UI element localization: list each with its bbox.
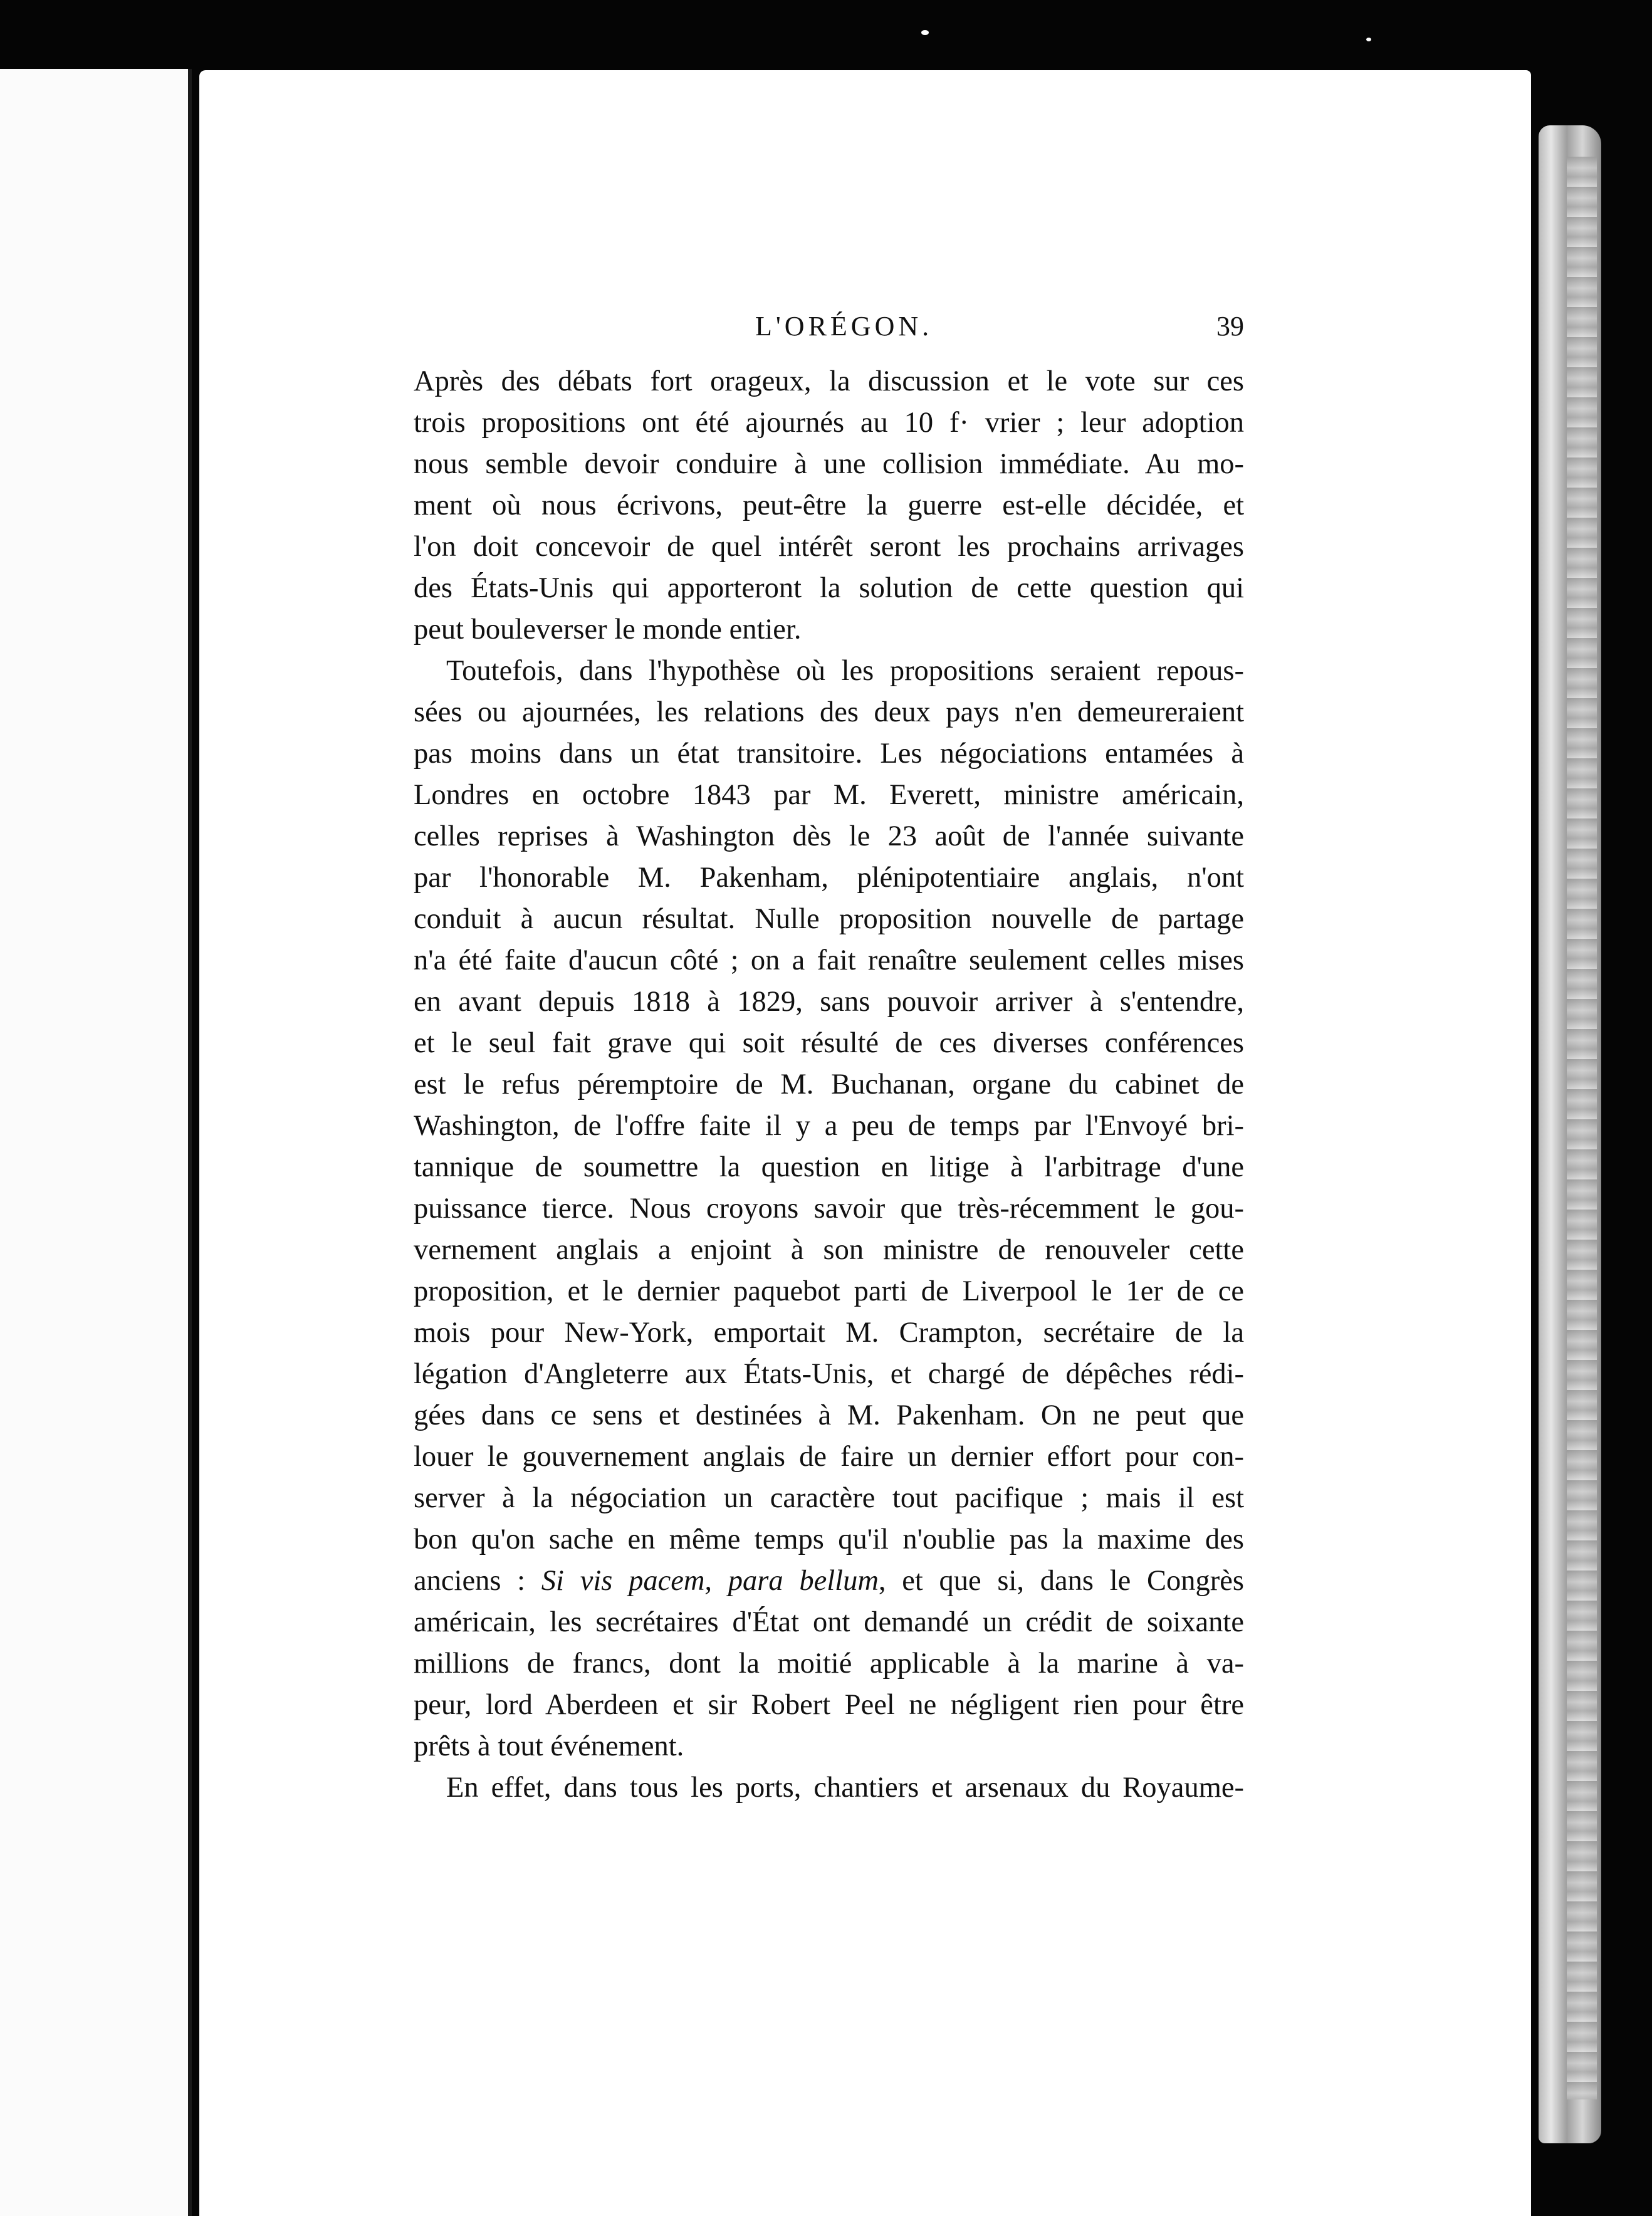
page-number: 39	[1216, 311, 1244, 342]
body-text	[414, 361, 1244, 1809]
latin-maxim: Si vis pacem, para bellum	[541, 1565, 879, 1597]
text-line: proposition, et le dernier paquebot parti de Liverpool le 1er de ce	[414, 1275, 1244, 1307]
text-line: puissance tierce. Nous croyons savoir que très-récemment le gou-	[414, 1193, 1244, 1225]
text-line: En effet, dans tous les ports, chantiers et arsenaux du Royaume-	[446, 1772, 1244, 1804]
text-line: conduit à aucun résultat. Nulle proposition nouvelle de partage	[414, 903, 1244, 935]
text-line: celles reprises à Washington dès le 23 août de l'année suivante	[414, 820, 1244, 852]
running-title: L'ORÉGON.	[755, 311, 933, 342]
text-line: Londres en octobre 1843 par M. Everett, ministre américain,	[414, 779, 1244, 811]
text-fragment: , et que si, dans le Congrès	[878, 1565, 1244, 1597]
text-line: par l'honorable M. Pakenham, plénipotentiaire anglais, n'ont	[414, 862, 1244, 894]
text-line: prêts à tout événement.	[414, 1730, 684, 1762]
text-line: bon qu'on sache en même temps qu'il n'oublie pas la maxime des	[414, 1524, 1244, 1555]
text-line: server à la négociation un caractère tout pacifique ; mais il est	[414, 1482, 1244, 1514]
text-line: trois propositions ont été ajournés au 10 f· vrier ; leur adoption	[414, 407, 1244, 439]
page-header	[414, 310, 1244, 354]
text-line: nous semble devoir conduire à une collision immédiate. Au mo-	[414, 448, 1244, 480]
text-line: mois pour New-York, emportait M. Crampton, secrétaire de la	[414, 1317, 1244, 1349]
text-line: gées dans ce sens et destinées à M. Pakenham. On ne peut que	[414, 1399, 1244, 1431]
text-line: Washington, de l'offre faite il y a peu de temps par l'Envoyé bri-	[414, 1110, 1244, 1142]
page-block-edge-texture	[1567, 157, 1597, 2099]
text-line: des États-Unis qui apporteront la solution de cette question qui	[414, 572, 1244, 604]
text-line: louer le gouvernement anglais de faire un dernier effort pour con-	[414, 1441, 1244, 1473]
text-line: vernement anglais a enjoint à son ministre de renouveler cette	[414, 1234, 1244, 1266]
text-fragment: anciens :	[414, 1565, 541, 1597]
text-line: n'a été faite d'aucun côté ; on a fait renaître seulement celles mises	[414, 944, 1244, 976]
text-line: tannique de soumettre la question en litige à l'arbitrage d'une	[414, 1151, 1244, 1183]
text-line: et le seul fait grave qui soit résulté de ces diverses conférences	[414, 1027, 1244, 1059]
text-line: Toutefois, dans l'hypothèse où les propositions seraient repous-	[446, 655, 1244, 687]
text-line: en avant depuis 1818 à 1829, sans pouvoir arriver à s'entendre,	[414, 986, 1244, 1018]
text-line: millions de francs, dont la moitié applicable à la marine à va-	[414, 1648, 1244, 1680]
text-line: américain, les secrétaires d'État ont demandé un crédit de soixante	[414, 1606, 1244, 1638]
previous-page-edge	[0, 69, 192, 2216]
scan-speck	[921, 30, 929, 35]
text-line: ment où nous écrivons, peut-être la guerre est-elle décidée, et	[414, 489, 1244, 521]
text-line: peut bouleverser le monde entier.	[414, 614, 802, 645]
scan-speck	[1366, 38, 1371, 41]
text-line: est le refus péremptoire de M. Buchanan, organe du cabinet de	[414, 1069, 1244, 1100]
text-line: l'on doit concevoir de quel intérêt seront les prochains arrivages	[414, 531, 1244, 563]
text-line: sées ou ajournées, les relations des deux pays n'en demeureraient	[414, 696, 1244, 728]
text-line-with-latin-maxim	[414, 1560, 1244, 1602]
text-line: Après des débats fort orageux, la discussion et le vote sur ces	[414, 365, 1244, 397]
text-line: légation d'Angleterre aux États-Unis, et chargé de dépêches rédi-	[414, 1358, 1244, 1390]
text-line: peur, lord Aberdeen et sir Robert Peel ne négligent rien pour être	[414, 1689, 1244, 1721]
text-line: pas moins dans un état transitoire. Les négociations entamées à	[414, 738, 1244, 770]
